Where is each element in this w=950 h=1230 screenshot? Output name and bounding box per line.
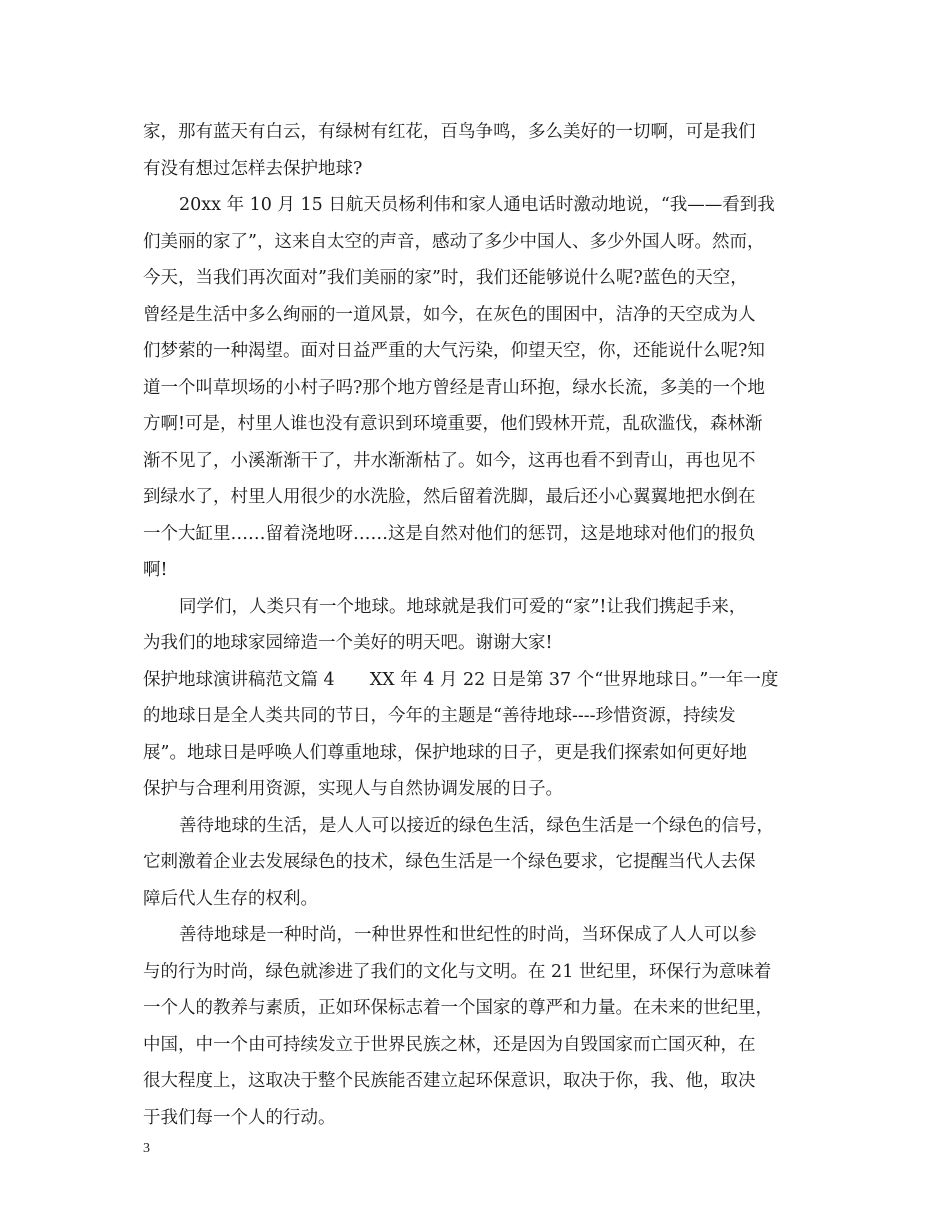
text-line: 有没有想过怎样去保护地球? [143,159,363,179]
section-heading-line: 保护地球演讲稿范文篇 4 XX 年 4 月 22 日是第 37 个“世界地球日。”一年一度 [143,670,779,690]
text-line: 展”。地球日是呼唤人们尊重地球，保护地球的日子，更是我们探索如何更好地 [143,743,747,763]
text-line: 们梦萦的一种渴望。面对日益严重的大气污染，仰望天空，你，还能说什么呢?知 [143,341,765,361]
text-line: 方啊!可是，村里人谁也没有意识到环境重要，他们毁林开荒，乱砍滥伐，森林渐 [143,414,763,434]
text-line: 很大程度上，这取决于整个民族能否建立起环保意识，取决于你，我、他，取决 [143,1071,756,1091]
text-line: 们美丽的家了”，这来自太空的声音，感动了多少中国人、多少外国人呀。然而， [143,232,765,252]
text-line: 曾经是生活中多么绚丽的一道风景，如今，在灰色的围困中，洁净的天空成为人 [143,305,756,325]
text-line: 一个人的教养与素质，正如环保标志着一个国家的尊严和力量。在未来的世纪里， [143,998,773,1018]
page-number: 3 [143,1141,150,1156]
text-line: 善待地球是一种时尚，一种世界性和世纪性的时尚，当环保成了人人可以参 [179,925,757,945]
text-line: 啊! [143,560,168,580]
text-line: 它刺激着企业去发展绿色的技术，绿色生活是一个绿色要求，它提醒当代人去保 [143,852,756,872]
text-line: 于我们每一个人的行动。 [143,1108,336,1128]
text-line: 的地球日是全人类共同的节日，今年的主题是“善待地球----珍惜资源，持续发 [143,706,736,726]
text-line: 中国，中一个由可持续发立于世界民族之林，还是因为自毁国家而亡国灭种，在 [143,1035,756,1055]
text-line: 善待地球的生活，是人人可以接近的绿色生活，绿色生活是一个绿色的信号， [179,816,774,836]
text-line: 一个大缸里……留着浇地呀……这是自然对他们的惩罚，这是地球对他们的报负 [143,524,756,544]
text-line: 道一个叫草坝场的小村子吗?那个地方曾经是青山环抱，绿水长流，多美的一个地 [143,378,765,398]
text-line: 保护与合理利用资源，实现人与自然协调发展的日子。 [143,779,563,799]
text-line: 今天，当我们再次面对”我们美丽的家”时，我们还能够说什么呢?蓝色的天空， [143,268,748,288]
text-line: 家，那有蓝天有白云，有绿树有红花，百鸟争鸣，多么美好的一切啊，可是我们 [143,122,756,142]
text-line: 与的行为时尚，绿色就渗进了我们的文化与文明。在 21 世纪里，环保行为意味着 [143,962,772,982]
text-line: 到绿水了，村里人用很少的水洗脸，然后留着洗脚，最后还小心翼翼地把水倒在 [143,487,756,507]
text-line: 障后代人生存的权利。 [143,889,318,909]
text-line: 渐不见了，小溪渐渐干了，井水渐渐枯了。如今，这再也看不到青山，再也见不 [143,451,756,471]
text-line: 为我们的地球家园缔造一个美好的明天吧。谢谢大家! [143,633,553,653]
text-line: 同学们，人类只有一个地球。地球就是我们可爱的“家”!让我们携起手来， [179,597,747,617]
text-line: 20xx 年 10 月 15 日航天员杨利伟和家人通电话时激动地说，“我——看到我 [179,195,775,215]
